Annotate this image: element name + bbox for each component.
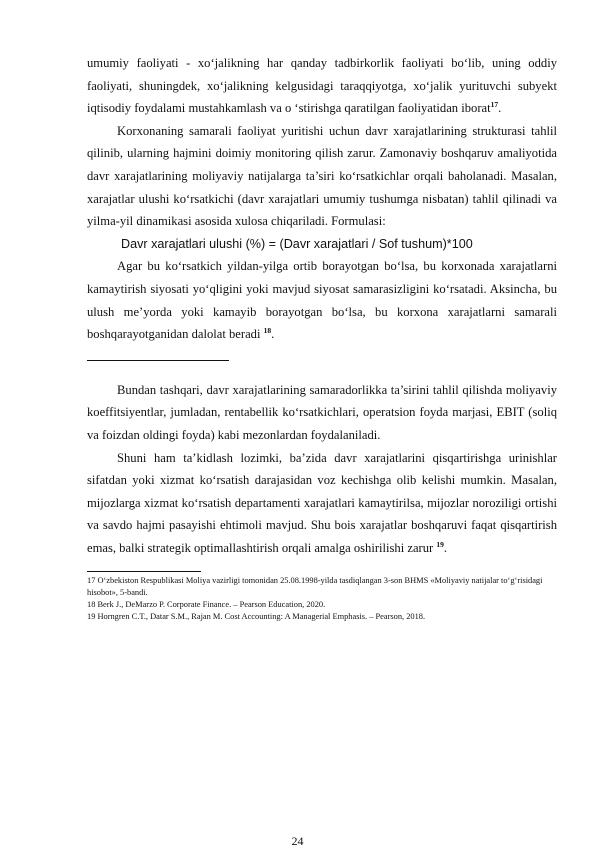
paragraph-3-text: Agar bu ko‘rsatkich yildan-yilga ortib borayotgan bo‘lsa, bu korxonada xarajatlarni kamaytirish siyosati yo‘qligini yoki mavjud siyosat samarasizligini ko‘rsatadi. Aksincha, bu ulush me’yorda yoki kamayib borayotgan bo‘lsa, bu korxona xarajatlarni samarali boshqarayotganidan dalolat beradi [87,259,557,342]
paragraph-4: Bundan tashqari, davr xarajatlarining samaradorlikka ta’sirini tahlil qilishda moliyaviy koeffitsiyentlar, jumladan, rentabellik ko‘rsatkichlari, operatsion foyda marjasi, EBIT (soliq va foizdan oldingi foyda) kabi mezonlardan foydalaniladi. [87,382,557,442]
paragraph-1-end: . [498,101,502,116]
footnote-ref-19[interactable]: 19 [436,539,444,549]
paragraph-5 [87,447,557,560]
footnote-ref-17[interactable]: 17 [490,100,499,109]
footnote-17: 17 O‘zbekiston Respublikasi Moliya vazirligi tomonidan 25.08.1998-yilda tasdiqlangan 3-son BHMS «Moliyaviy natijalar to‘g‘risidagi hisobot», 5-bandi. [87,576,543,598]
footnote-19: 19 Horngren C.T., Datar S.M., Rajan M. Cost Accounting: A Managerial Emphasis. – Pearson, 2018. [87,612,426,622]
page-number: 24 [291,834,304,848]
section-divider [87,360,229,361]
paragraph-1 [87,52,557,120]
footnote-ref-18[interactable]: 18 [263,325,272,335]
footnote-divider [87,571,201,572]
paragraph-2: Korxonaning samarali faoliyat yuritishi uchun davr xarajatlarining strukturasi tahlil qilinib, ularning hajmini doimiy monitoring qilish zarur. Zamonaviy boshqaruv amaliyotida davr xarajatlarining moliyaviy natijalarga ta’siri ko‘rsatkichlar orqali baholanadi. Masalan, xarajatlar ulushi ko‘rsatkichi (davr xarajatlari umumiy tushumga nisbatan) tahlil qilinadi va yilma-yil dinamikasi asosida xulosa chiqariladi. Formulasi: [87,123,557,229]
formula: Davr xarajatlari ulushi (%) = (Davr xarajatlari / Sof tushum)*100 [121,236,473,251]
paragraph-5-text: Shuni ham ta’kidlash lozimki, ba’zida davr xarajatlarini qisqartirishga urinishlar sifatdan yoki xizmat ko‘rsatish darajasidan voz kechishga olib kelishi mumkin. Masalan, mijozlarga xizmat ko‘rsatish departamenti xarajatlari kamaytirilsa, mijozlar noroziligi ortishi va savdo hajmi pasayishi ehtimoli mavjud. Shu bois xarajatlar boshqaruvi faqat qisqartirish emas, balki strategik optimallashtirish orqali amalga oshirilishi zarur [87,450,557,555]
footnote-18: 18 Berk J., DeMarzo P. Corporate Finance. – Pearson Education, 2020. [87,600,326,610]
paragraph-3 [87,255,557,345]
paragraph-3-end: . [271,327,275,342]
paragraph-5-end: . [443,540,448,555]
document-page [87,52,557,623]
paragraph-1-text: umumiy faoliyati - xo‘jalikning har qanday tadbirkorlik faoliyati bo‘lib, uning oddiy faoliyati, shuningdek, xo‘jalikning kelgusidagi taraqqiyotga, xo‘jalik yurituvchi subyekt iqtisodiy foydalami mustahkamlash va o ‘stirishga qaratilgan faoliyatidan iborat [87,56,557,116]
